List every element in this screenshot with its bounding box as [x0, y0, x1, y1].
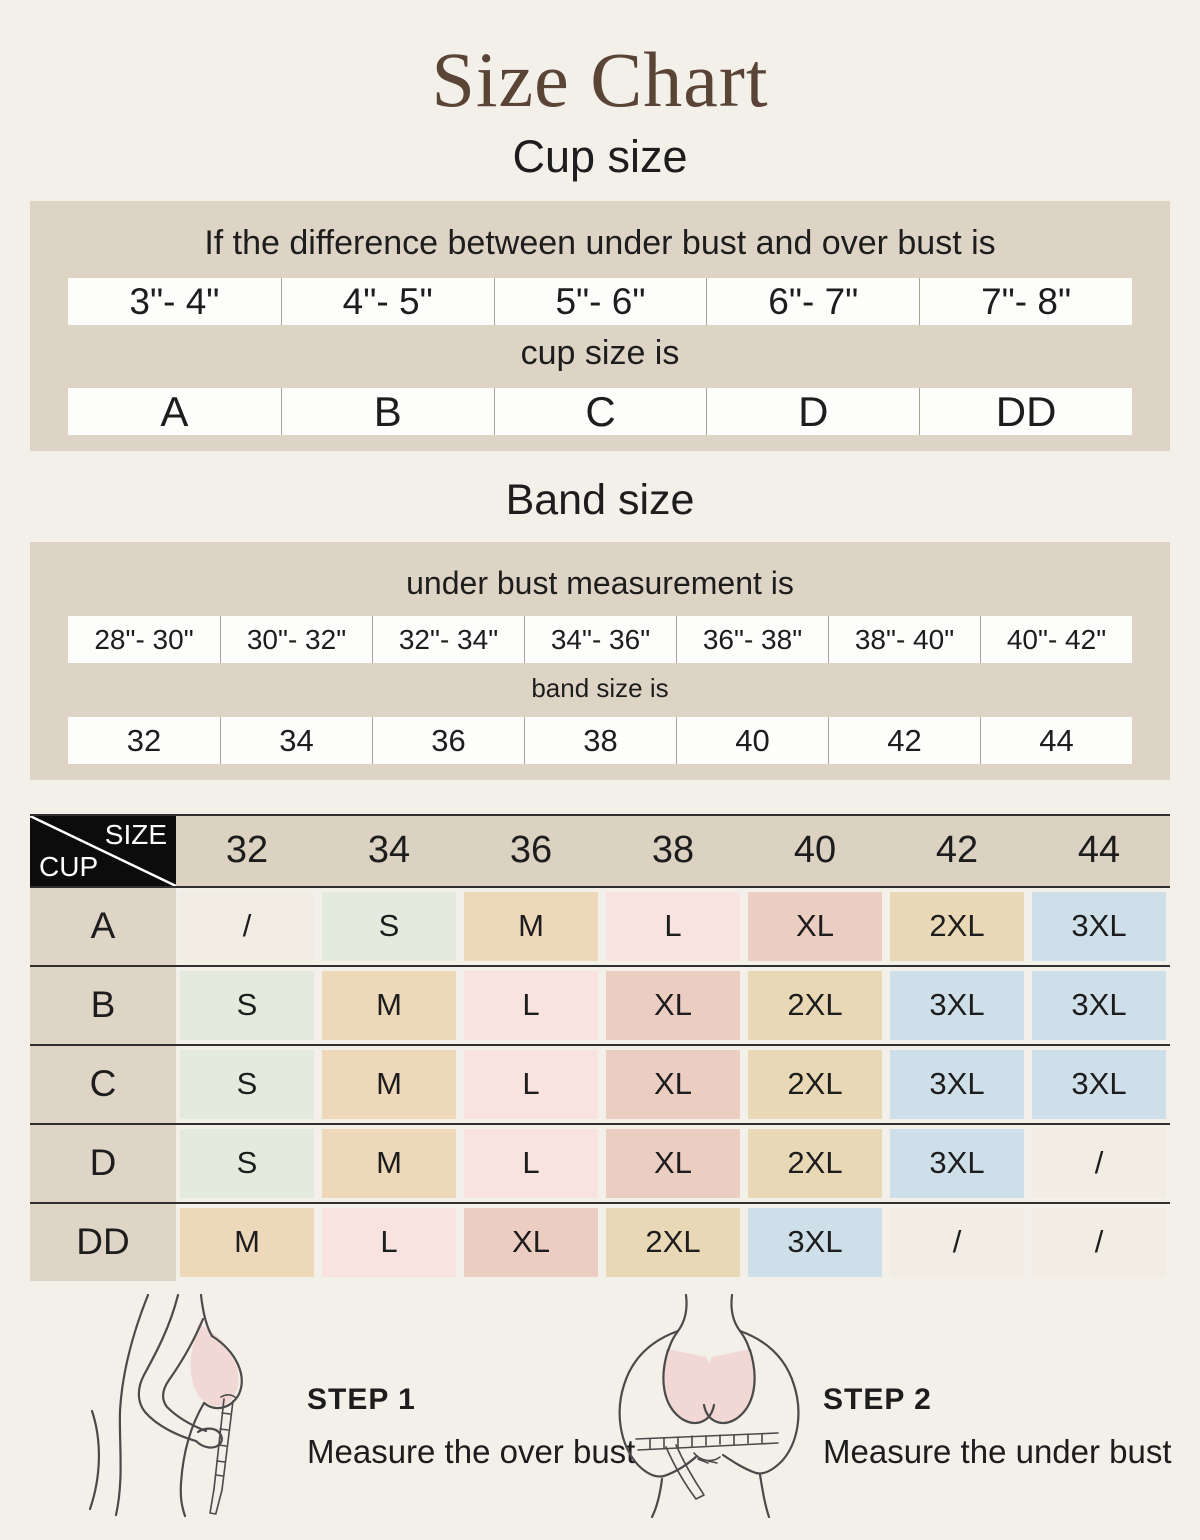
band-range-cell: 30"- 32"	[220, 616, 372, 663]
step-2-caption: Measure the under bust	[823, 1432, 1172, 1470]
size-cell: XL	[606, 971, 740, 1040]
size-cell: M	[322, 1050, 456, 1119]
size-cell: /	[1032, 1129, 1166, 1198]
cup-range-cell: 3"- 4"	[129, 280, 220, 322]
over-bust-measure-illustration	[86, 1293, 291, 1518]
column-header: 36	[509, 829, 553, 872]
band-range-cell: 28"- 30"	[94, 624, 194, 656]
size-cell: 3XL	[1032, 1050, 1166, 1119]
under-bust-measure-illustration	[602, 1293, 807, 1518]
column-header: 32	[225, 829, 269, 872]
cup-row-label: A	[30, 888, 176, 965]
cup-condition-text: If the difference between under bust and over bust is	[204, 224, 996, 263]
band-range-cell: 32"- 34"	[372, 616, 524, 663]
cup-size-heading: Cup size	[512, 130, 688, 182]
column-header: 44	[1077, 829, 1121, 872]
cup-result-label: cup size is	[520, 333, 680, 372]
size-cell: L	[464, 1050, 598, 1119]
column-header: 38	[651, 829, 695, 872]
corner-cup-label: CUP	[39, 850, 99, 882]
cup-range-row	[68, 278, 1132, 325]
size-cell: S	[180, 971, 314, 1040]
size-cell: 2XL	[890, 892, 1024, 961]
matrix-header-row	[30, 814, 1170, 888]
matrix-row-b	[30, 967, 1170, 1046]
cup-row-label: D	[30, 1125, 176, 1202]
matrix-column-headers	[176, 816, 1170, 886]
cup-range-cell: 4"- 5"	[281, 278, 494, 325]
size-cell: XL	[464, 1208, 598, 1277]
page-title: Size Chart	[431, 36, 769, 123]
cup-row-label: C	[30, 1046, 176, 1123]
matrix-row-dd	[30, 1204, 1170, 1281]
band-number-cell: 32	[126, 722, 162, 758]
step-2-label: STEP 2	[823, 1382, 932, 1416]
size-cell: L	[322, 1208, 456, 1277]
band-range-cell: 34"- 36"	[524, 616, 676, 663]
size-cell: L	[606, 892, 740, 961]
band-number-row	[68, 717, 1132, 764]
size-cell: M	[464, 892, 598, 961]
column-header: 40	[793, 829, 837, 872]
matrix-row-a	[30, 888, 1170, 967]
size-cell: S	[180, 1129, 314, 1198]
band-range-cell: 38"- 40"	[828, 616, 980, 663]
band-range-cell: 40"- 42"	[980, 616, 1132, 663]
band-size-panel	[30, 542, 1170, 780]
band-number-cell: 42	[828, 717, 980, 764]
step-1-caption: Measure the over bust	[307, 1432, 636, 1470]
band-number-cell: 44	[980, 717, 1132, 764]
matrix-row-c	[30, 1046, 1170, 1125]
size-cell: /	[1032, 1208, 1166, 1277]
band-range-cell: 36"- 38"	[676, 616, 828, 663]
size-cell: /	[180, 892, 314, 961]
cup-letter-cell: DD	[919, 388, 1132, 435]
step-1	[0, 1293, 636, 1518]
size-cell: S	[322, 892, 456, 961]
band-number-cell: 36	[372, 717, 524, 764]
cup-range-cell: 7"- 8"	[919, 278, 1132, 325]
band-number-cell: 38	[524, 717, 676, 764]
size-cell: L	[464, 1129, 598, 1198]
size-cell: 2XL	[748, 1050, 882, 1119]
measuring-steps	[0, 1293, 1200, 1518]
size-cell: M	[322, 971, 456, 1040]
cup-range-cell: 5"- 6"	[494, 278, 707, 325]
band-result-label: band size is	[531, 673, 669, 704]
size-cell: M	[322, 1129, 456, 1198]
cup-letter-cell: C	[494, 388, 707, 435]
size-cell: 2XL	[606, 1208, 740, 1277]
size-cell: L	[464, 971, 598, 1040]
column-header: 34	[367, 829, 411, 872]
cup-letter-row	[68, 388, 1132, 435]
size-cell: XL	[606, 1050, 740, 1119]
band-range-row	[68, 616, 1132, 663]
size-cell: XL	[606, 1129, 740, 1198]
cup-letter-cell: A	[160, 387, 189, 435]
matrix-corner-cell	[30, 816, 176, 886]
cup-letter-cell: B	[281, 388, 494, 435]
band-number-cell: 40	[676, 717, 828, 764]
step-1-label: STEP 1	[307, 1382, 416, 1416]
band-condition-text: under bust measurement is	[406, 564, 794, 601]
column-header: 42	[935, 829, 979, 872]
size-cell: 3XL	[890, 971, 1024, 1040]
cup-size-panel	[30, 201, 1170, 451]
size-cell: 3XL	[1032, 971, 1166, 1040]
size-cell: 3XL	[890, 1050, 1024, 1119]
size-cell: 3XL	[748, 1208, 882, 1277]
cup-range-cell: 6"- 7"	[706, 278, 919, 325]
size-cell: 3XL	[890, 1129, 1024, 1198]
size-cell: S	[180, 1050, 314, 1119]
cup-row-label: B	[30, 967, 176, 1044]
size-matrix-table	[30, 814, 1170, 1281]
cup-letter-cell: D	[706, 388, 919, 435]
band-size-heading: Band size	[505, 475, 695, 524]
matrix-row-d	[30, 1125, 1170, 1204]
step-2	[600, 1293, 1200, 1518]
size-cell: /	[890, 1208, 1024, 1277]
size-cell: XL	[748, 892, 882, 961]
size-cell: 2XL	[748, 1129, 882, 1198]
band-number-cell: 34	[220, 717, 372, 764]
size-cell: 2XL	[748, 971, 882, 1040]
cup-row-label: DD	[30, 1204, 176, 1281]
size-cell: M	[180, 1208, 314, 1277]
size-cell: 3XL	[1032, 892, 1166, 961]
corner-size-label: SIZE	[104, 818, 167, 850]
